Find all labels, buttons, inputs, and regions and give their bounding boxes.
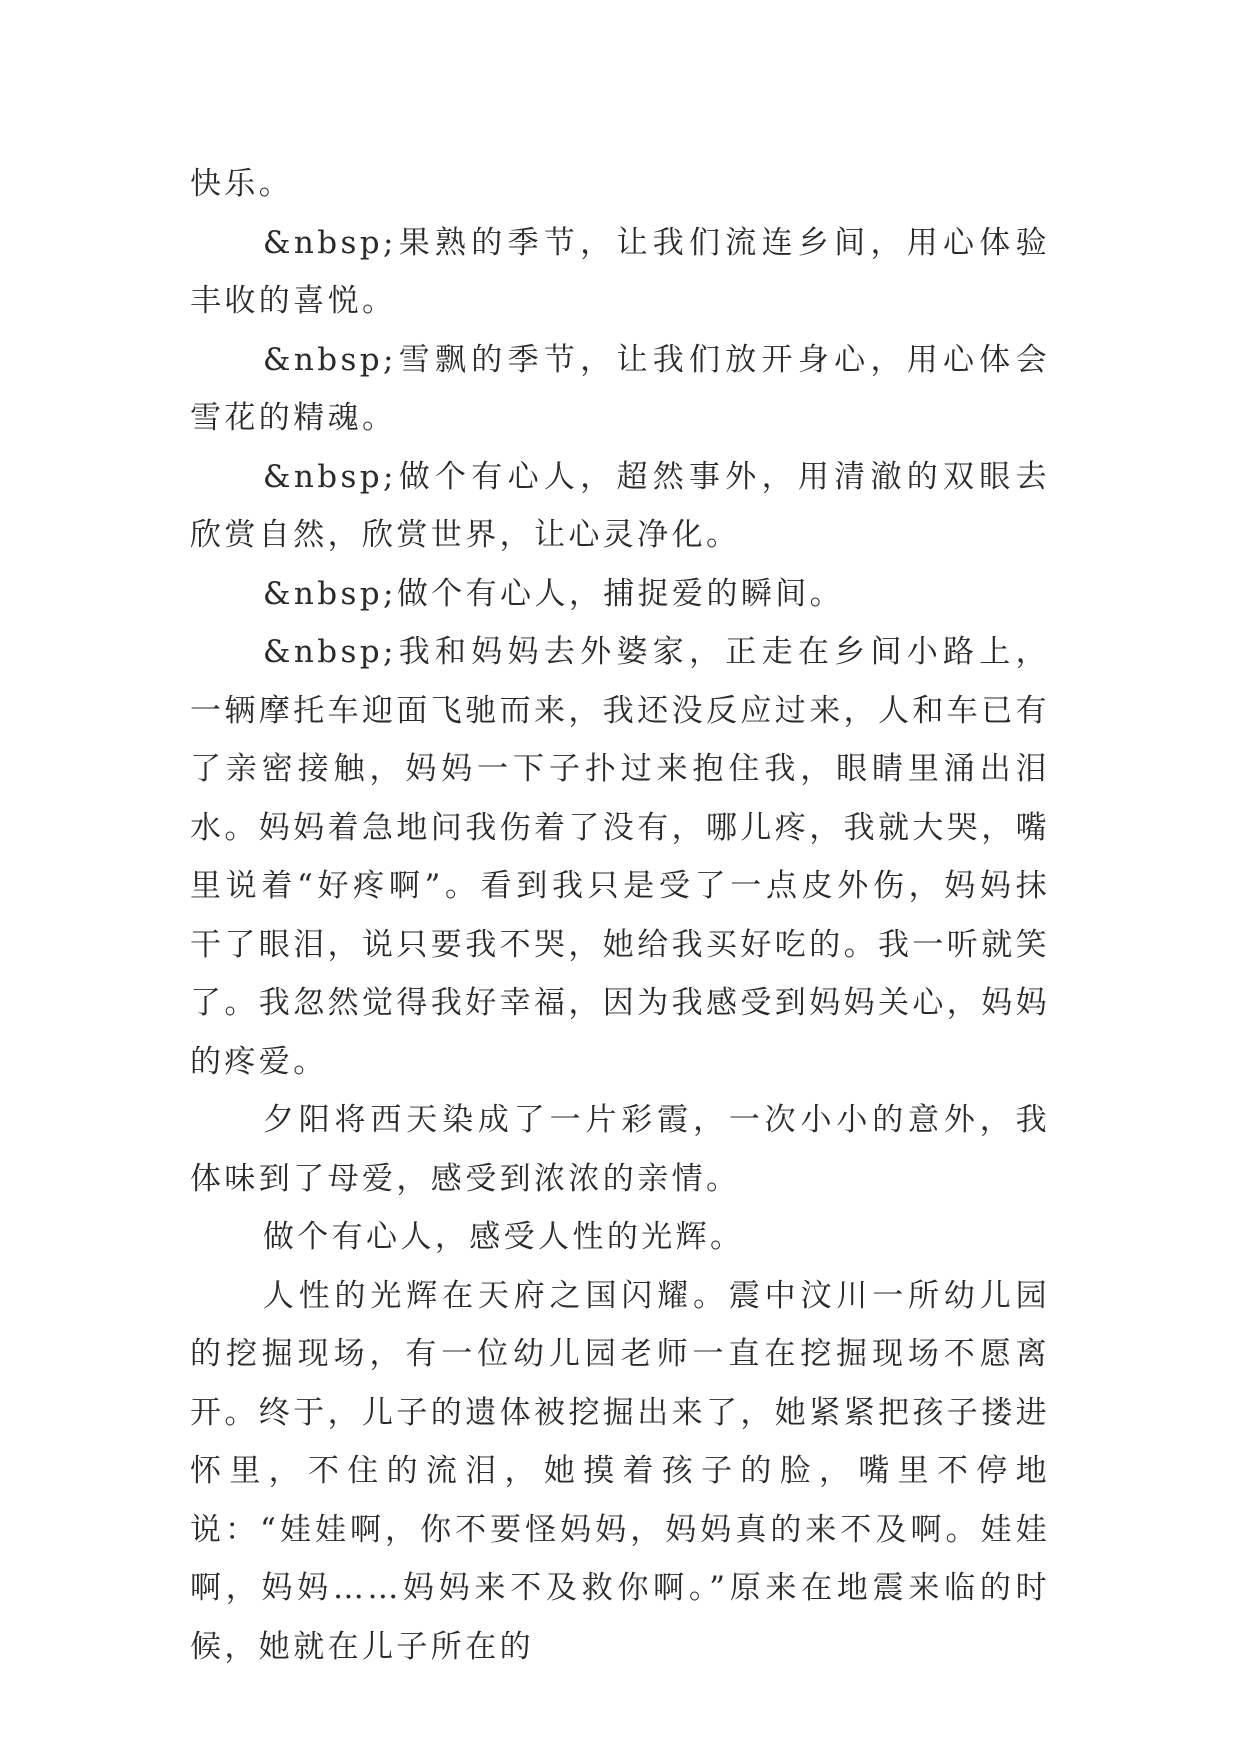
paragraph-mother-story: &nbsp;我和妈妈去外婆家，正走在乡间小路上，一辆摩托车迎面飞驰而来，我还没反应过来，人和车已有了亲密接触，妈妈一下子扑过来抱住我，眼睛里涌出泪水。妈妈着急地问我伤着了没有，哪儿疼，我就大哭，嘴里说着“好疼啊”。看到我只是受了一点皮外伤，妈妈抹干了眼泪，说只要我不哭，她给我买好吃的。我一听就笑了。我忽然觉得我好幸福，因为我感受到妈妈关心，妈妈的疼爱。 — [190, 634, 1050, 1080]
paragraph-capture-love: &nbsp;做个有心人，捕捉爱的瞬间。 — [262, 575, 845, 612]
paragraph-sunset: 夕阳将西天染成了一片彩霞，一次小小的意外，我体味到了母爱，感受到浓浓的亲情。 — [190, 1102, 1050, 1197]
paragraph-continuation: 快乐。 — [190, 166, 294, 202]
paragraph-earthquake-story: 人性的光辉在天府之国闪耀。震中汶川一所幼儿园的挖掘现场，有一位幼儿园老师一直在挖掘现场不愿离开。终于，儿子的遗体被挖掘出来了，她紧紧把孩子搂进怀里，不住的流泪，她摸着孩子的脸，嘴里不停地说：“娃娃啊，你不要怪妈妈，妈妈真的来不及啊。娃娃啊，妈妈……妈妈来不及救你啊。”原来在地震来临的时候，她就在儿子所在的 — [190, 1277, 1050, 1665]
paragraph-harvest-season: &nbsp;果熟的季节，让我们流连乡间，用心体验丰收的喜悦。 — [190, 224, 1050, 319]
paragraph-snow-season: &nbsp;雪飘的季节，让我们放开身心，用心体会雪花的精魂。 — [190, 341, 1050, 436]
paragraph-human-brilliance: 做个有心人，感受人性的光辉。 — [262, 1219, 745, 1255]
document-body — [190, 155, 1050, 1676]
paragraph-appreciate-nature: &nbsp;做个有心人，超然事外，用清澈的双眼去欣赏自然，欣赏世界，让心灵净化。 — [190, 458, 1050, 553]
